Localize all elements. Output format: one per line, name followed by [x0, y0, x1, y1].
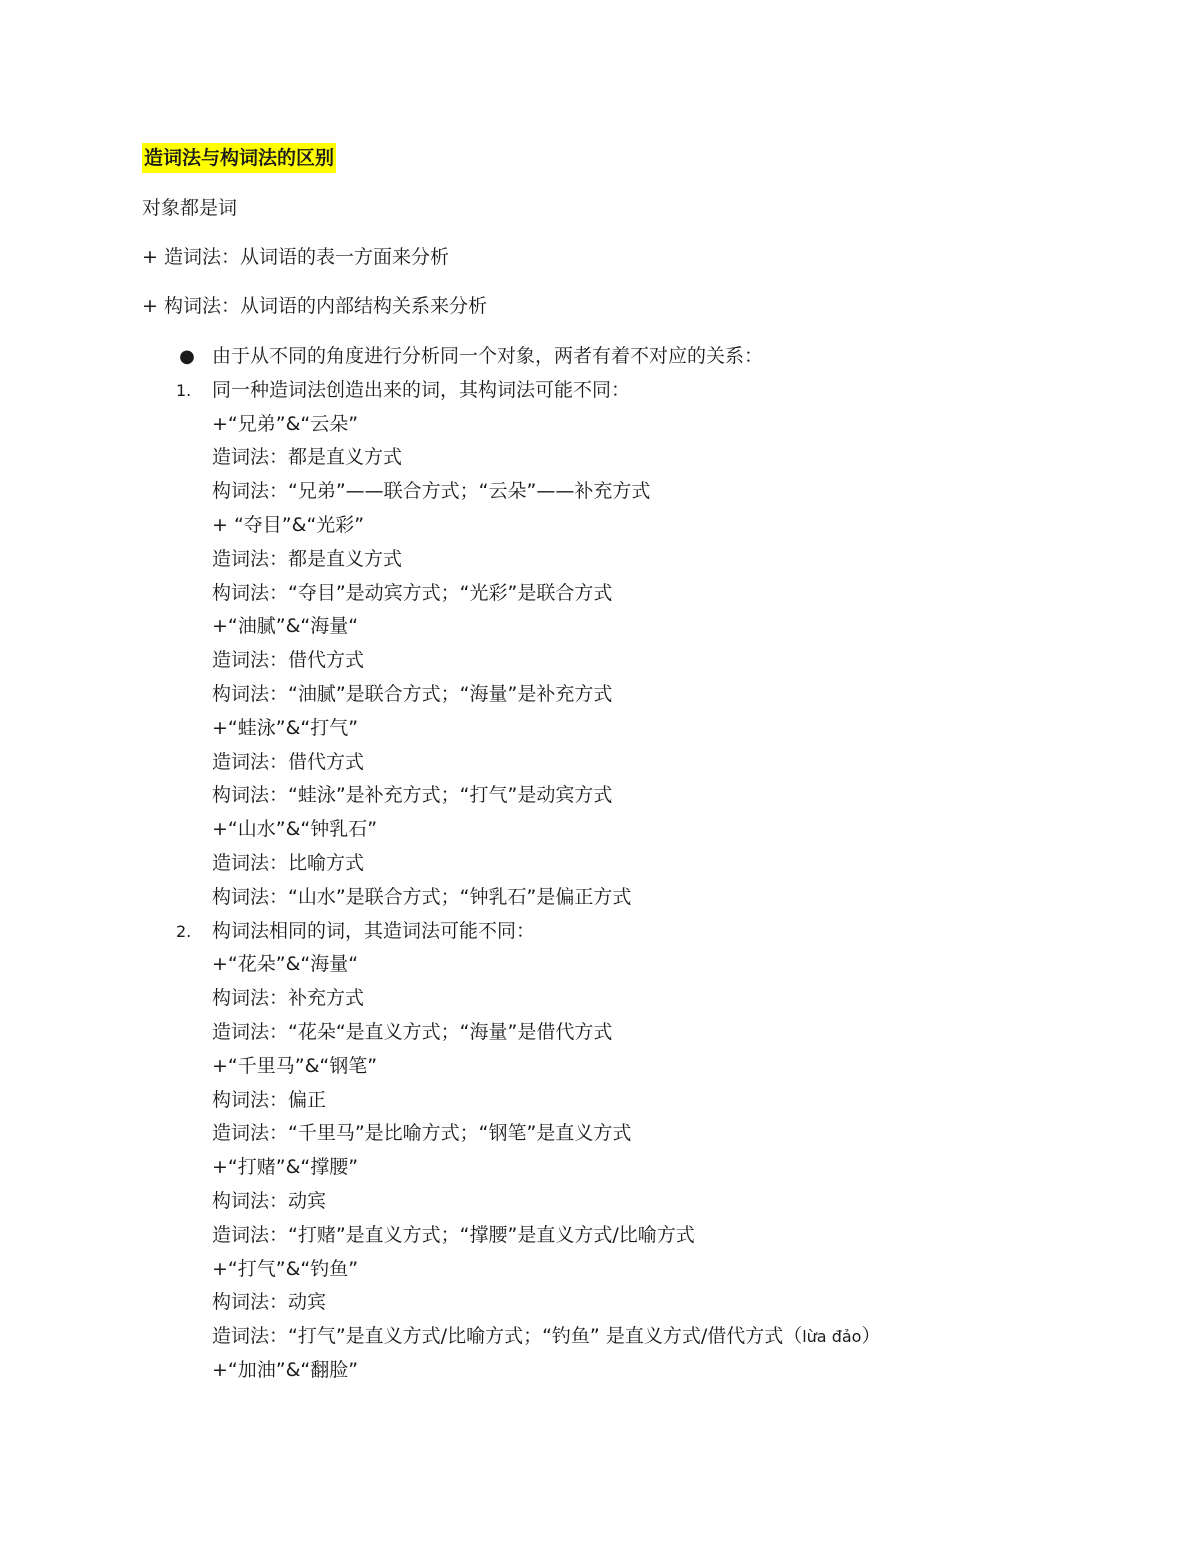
bullet-item — [172, 340, 1152, 374]
comparison-list — [172, 340, 1152, 1388]
example-line: 构词法：补充方式 — [212, 987, 365, 1010]
example-line: +“千里马”&“钢笔” — [212, 1054, 378, 1077]
example-line: 构词法：动宾 — [212, 1291, 327, 1314]
example-line: +“山水”&“钟乳石” — [212, 818, 378, 841]
example-line: + “夺目”&“光彩” — [212, 513, 365, 536]
example-line: +“打赌”&“撑腰” — [212, 1156, 359, 1179]
example-line: +“蛙泳”&“打气” — [212, 716, 359, 739]
example-line: 造词法：借代方式 — [212, 649, 365, 672]
list-number: 1. — [176, 380, 192, 400]
numbered-item-1 — [172, 374, 1152, 408]
example-line: +“油腻”&“海量“ — [212, 615, 359, 638]
pinyin-note: lừa đảo — [802, 1327, 862, 1347]
note-close-paren: ） — [861, 1325, 881, 1348]
example-line: 构词法：“山水”是联合方式；“钟乳石”是偏正方式 — [212, 885, 632, 908]
example-line: 构词法：“油腻”是联合方式；“海量”是补充方式 — [212, 682, 613, 705]
example-line: 构词法：“蛙泳”是补充方式；“打气”是动宾方式 — [212, 784, 613, 807]
example-line: 造词法：都是直义方式 — [212, 446, 403, 469]
example-line: +“打气”&“钓鱼” — [212, 1257, 359, 1280]
point-formation-method: + 构词法：从词语的内部结构关系来分析 — [142, 295, 487, 317]
example-line: 造词法：“花朵“是直义方式；“海量”是借代方式 — [212, 1020, 613, 1043]
example-line: 构词法：偏正 — [212, 1088, 327, 1111]
example-line: 造词法：“千里马”是比喻方式；“钢笔”是直义方式 — [212, 1122, 632, 1145]
list-number: 2. — [176, 921, 192, 941]
numbered-item-2 — [172, 915, 1152, 949]
example-line: +“花朵”&“海量“ — [212, 953, 359, 976]
example-line: 构词法：“兄弟”——联合方式；“云朵”——补充方式 — [212, 480, 651, 503]
document-title: 造词法与构词法的区别 — [142, 143, 336, 173]
example-line: 造词法：都是直义方式 — [212, 547, 403, 570]
bullet-icon: ● — [179, 346, 195, 367]
example-line: 造词法：比喻方式 — [212, 851, 365, 874]
example-text: 造词法：“打气”是直义方式/比喻方式；“钓鱼” 是直义方式/借代方式（ — [212, 1325, 803, 1348]
example-line: 造词法：“打赌”是直义方式；“撑腰”是直义方式/比喻方式 — [212, 1223, 695, 1246]
point-creation-method: + 造词法：从词语的表一方面来分析 — [142, 246, 449, 268]
example-line: 构词法：动宾 — [212, 1189, 327, 1212]
example-line: +“兄弟”&“云朵” — [212, 412, 359, 435]
item-heading: 构词法相同的词，其造词法可能不同： — [212, 919, 536, 942]
bullet-text: 由于从不同的角度进行分析同一个对象，两者有着不对应的关系： — [212, 345, 764, 367]
example-line: 造词法：借代方式 — [212, 750, 365, 773]
example-line — [172, 1320, 1152, 1354]
intro-text: 对象都是词 — [142, 197, 238, 219]
item-heading: 同一种造词法创造出来的词，其构词法可能不同： — [212, 378, 631, 401]
example-line: +“加油”&“翻脸” — [212, 1358, 359, 1381]
example-line: 构词法：“夺目”是动宾方式；“光彩”是联合方式 — [212, 581, 613, 604]
